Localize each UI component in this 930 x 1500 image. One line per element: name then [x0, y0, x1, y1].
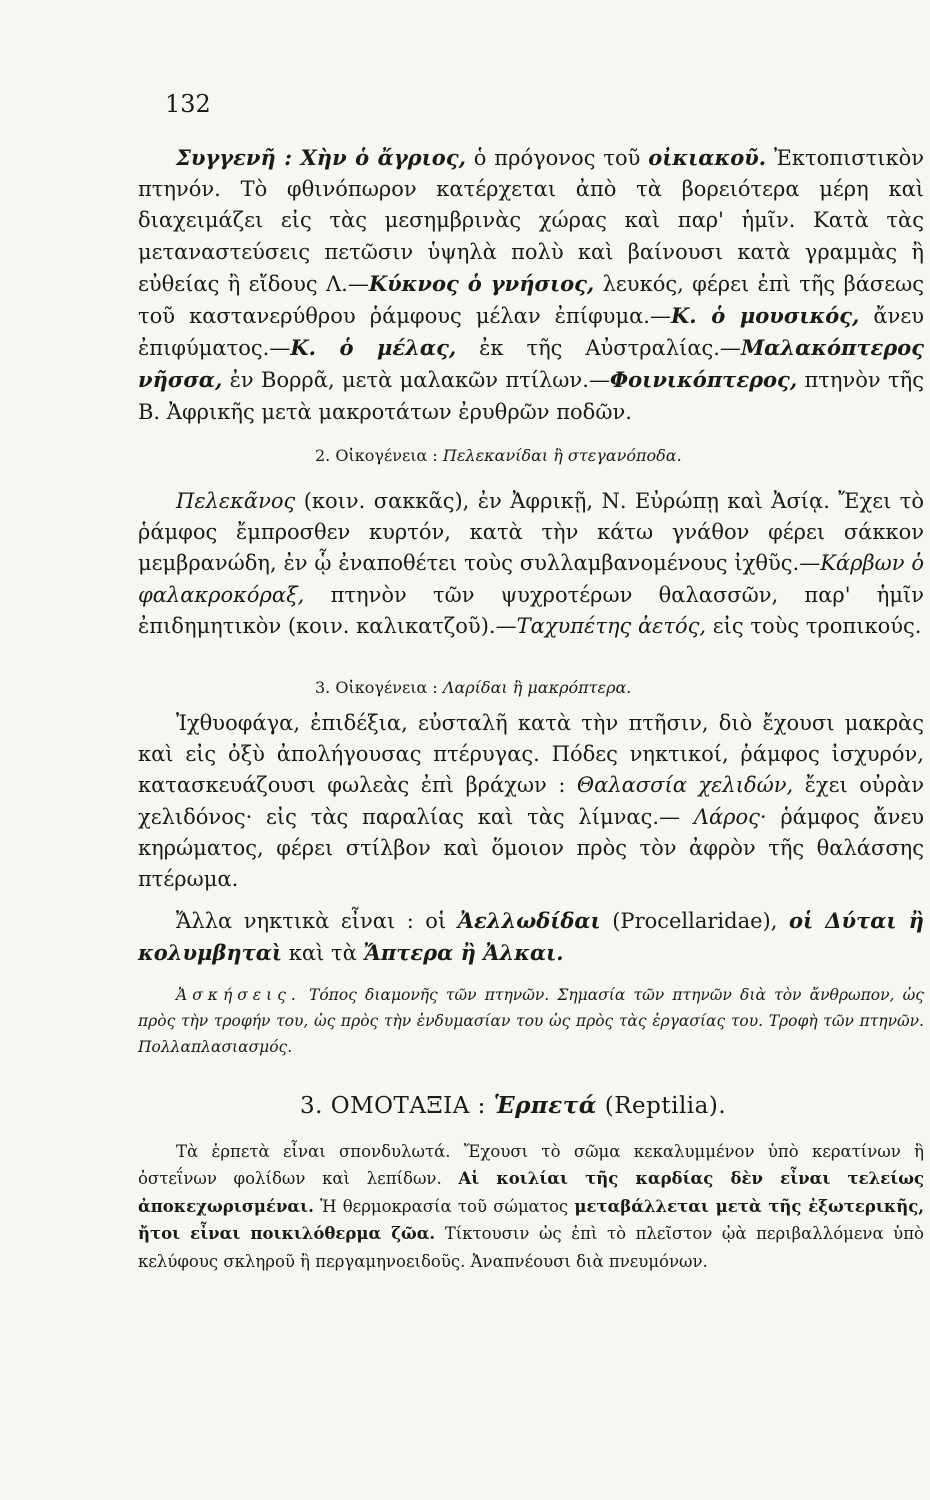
paragraph-geese-swans: Συγγενῆ : Χὴν ὁ ἄγριος, ὁ πρόγονος τοῦ οἰκιακοῦ. Ἐκτοπιστικὸν πτηνόν. Τὸ φθινόπωρον κατέρχεται ἀπὸ τὰ βορειότερα μέρη καὶ διαχειμάζει εἰς τὰς μεσημβρινὰς χώρας καὶ παρ' ἡμῖν. Κατὰ τὰς μεταναστεύσεις πετῶσιν ὑψηλὰ πολὺ καὶ βαίνουσι κατὰ γραμμὰς ἢ εὐθείας ἢ εἴδους Λ.—Κύκνος ὁ γνήσιος, λευκός, φέρει ἐπὶ τῆς βάσεως τοῦ καστανερύθρου ῥάμφους μέλαν ἐπίφυμα.—Κ. ὁ μουσικός, ἄνευ ἐπιφύματος.—Κ. ὁ μέλας, ἐκ τῆς Αὐστραλίας.—Μαλακόπτερος νῆσσα, ἐν Βορρᾶ, μετὰ μαλακῶν πτίλων.—Φοινικόπτερος, πτηνὸν τῆς Β. Ἀφρικῆς μετὰ μακροτάτων ἐρυθρῶν ποδῶν.	[138, 145, 925, 424]
paragraph-gulls: Ἰχθυοφάγα, ἐπιδέξια, εὐσταλῆ κατὰ τὴν πτῆσιν, διὸ ἔχουσι μακρὰς καὶ εἰς ὀξὺ ἀπολήγουσας πτέρυγας. Πόδες νηκτικοί, ῥάμφος ἰσχυρόν, κατασκευάζουσι φωλεὰς ἐπὶ βράχων : Θαλασσία χελιδών, ἔχει οὐρὰν χελιδόνος· εἰς τὰς παραλίας καὶ τὰς λίμνας.— Λάρος· ῥάμφος ἄνευ κηρώματος, φέρει στίλβον καὶ ὅμοιον πρὸς τὸν ἀφρὸν τῆς θαλάσσης πτέρωμα.	[138, 711, 924, 892]
family-heading-pelecanidae: 2. Οἰκογένεια : Πελεκανίδαι ἢ στεγανόποδα.	[315, 446, 682, 465]
exercises-note: Ἀσκήσεις. Τόπος διαμονῆς τῶν πτηνῶν. Σημασία τῶν πτηνῶν διὰ τὸν ἄνθρωπον, ὡς πρὸς τὴν τροφήν του, ὡς πρὸς τὴν ἐνδυμασίαν του ὡς πρὸς τὰς ἐργασίας του. Τροφὴ τῶν πτηνῶν. Πολλαπλασιασμός.	[138, 986, 924, 1056]
family-heading-laridae: 3. Οἰκογένεια : Λαρίδαι ἢ μακρόπτερα.	[315, 678, 632, 697]
paragraph-other-swimmers: Ἄλλα νηκτικὰ εἶναι : οἱ Ἀελλωδίδαι (Procellaridae), οἱ Δύται ἢ κολυμβηταὶ καὶ τὰ Ἄπτερα ἢ Ἀλκαι.	[138, 908, 925, 966]
class-heading-reptilia: 3. ΟΜΟΤΑΞΙΑ : Ἑρπετά (Reptilia).	[300, 1092, 727, 1119]
paragraph-reptiles: Τὰ ἑρπετὰ εἶναι σπονδυλωτά. Ἔχουσι τὸ σῶμα κεκαλυμμένον ὑπὸ κερατίνων ἢ ὀστεΐνων φολίδων καὶ λεπίδων. Αἱ κοιλίαι τῆς καρδίας δὲν εἶναι τελείως ἀποκεχωρισμέναι. Ἡ θερμοκρασία τοῦ σώματος μεταβάλλεται μετὰ τῆς ἐξωτερικῆς, ἤτοι εἶναι ποικιλόθερμα ζῶα. Τίκτουσιν ὡς ἐπὶ τὸ πλεῖστον ᾠὰ περιβαλλόμενα ὑπὸ κελύφους σκληροῦ ἢ περγαμηνοειδοῦς. Ἀναπνέουσι διὰ πνευμόνων.	[138, 1142, 924, 1271]
paragraph-pelicans: Πελεκᾶνος (κοιν. σακκᾶς), ἐν Ἀφρικῇ, Ν. Εὐρώπῃ καὶ Ἀσίᾳ. Ἔχει τὸ ῥάμφος ἔμπροσθεν κυρτόν, κατὰ τὴν κάτω γνάθον φέρει σάκκον μεμβρανώδη, ἐν ᾧ ἐναποθέτει τοὺς συλλαμβανομένους ἰχθῦς.—Κάρβων ὁ φαλακροκόραξ, πτηνὸν τῶν ψυχροτέρων θαλασσῶν, παρ' ἡμῖν ἐπιδημητικὸν (κοιν. καλικατζοῦ).—Ταχυπέτης ἀετός, εἰς τοὺς τροπικούς.	[138, 489, 924, 638]
page-number: 132	[165, 90, 211, 118]
